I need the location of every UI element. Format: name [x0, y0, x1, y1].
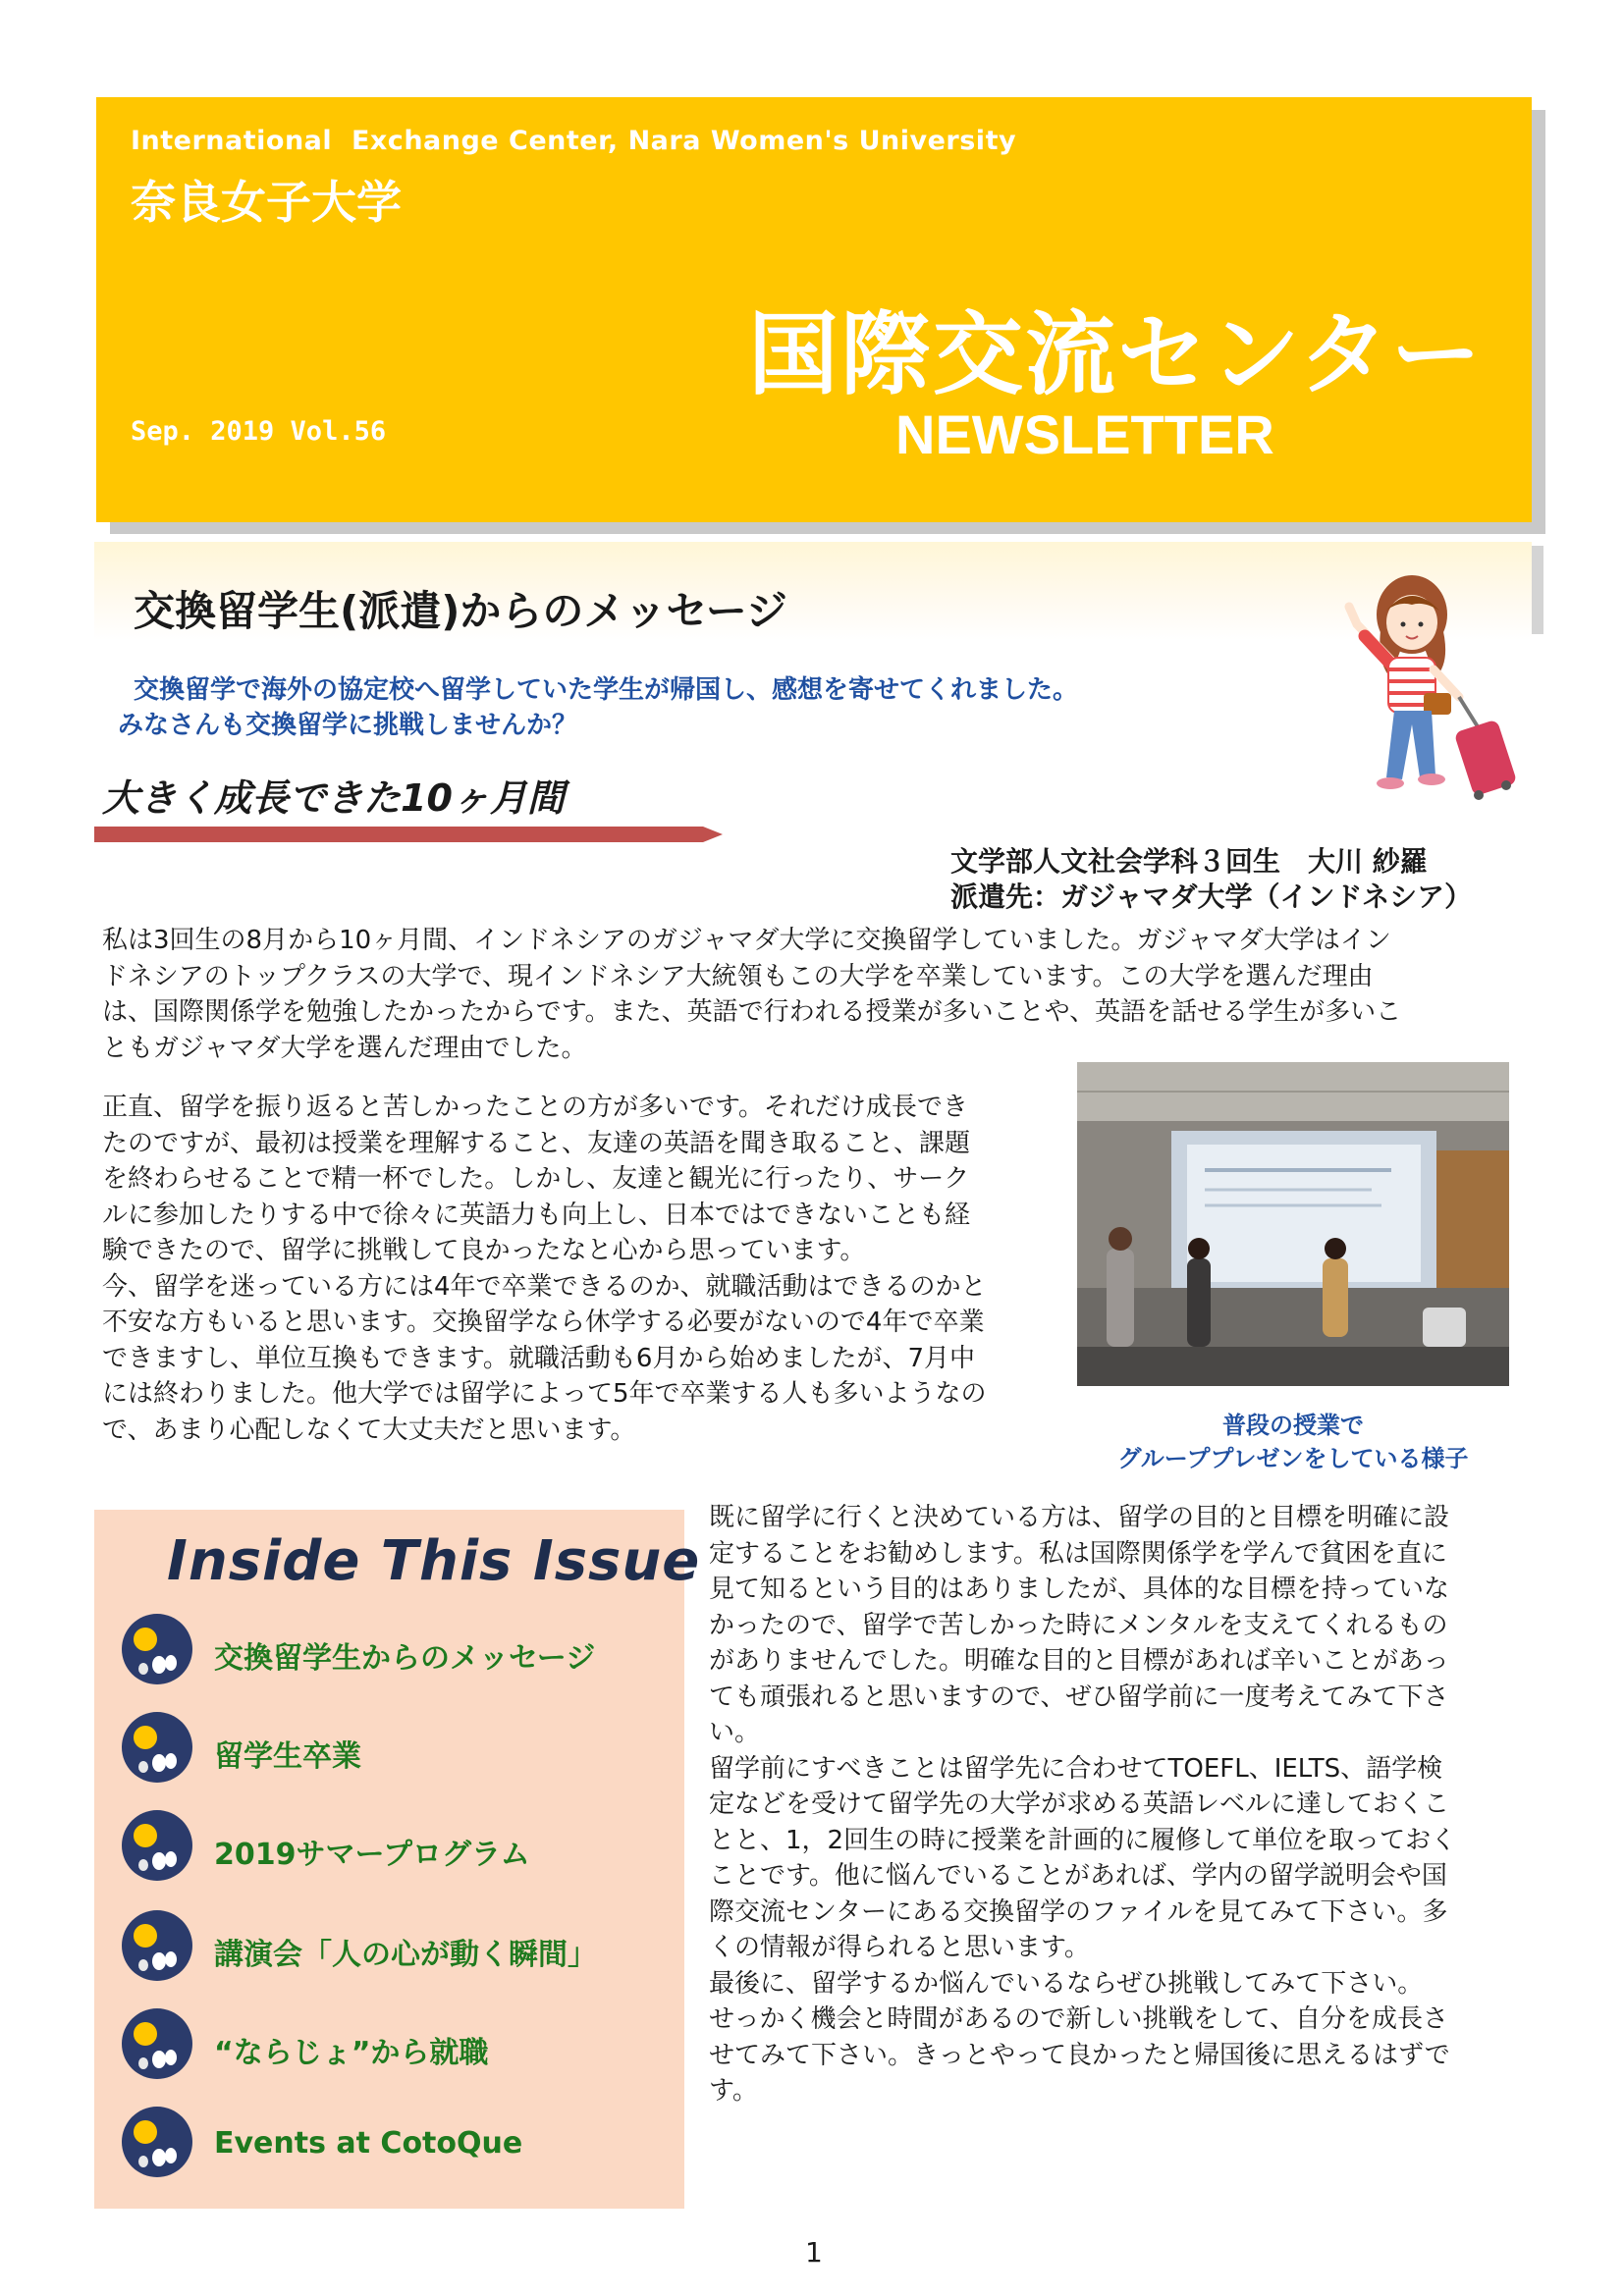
text-line: とと、1，2回生の時に授業を計画的に履修して単位を取っておく	[709, 1825, 1457, 1855]
text-line: 留学前にすべきことは留学先に合わせてTOEFL、IELTS、語学検	[709, 1753, 1443, 1784]
newsletter-title-en: NEWSLETTER	[895, 403, 1274, 465]
traveler-illustration	[1306, 567, 1532, 815]
text-line: ルに参加したりする中で徐々に英語力も向上し、日本ではできないことも経	[102, 1200, 971, 1230]
article-destination: 派遣先：ガジャマダ大学（インドネシア）	[950, 881, 1473, 913]
org-name-en: International Exchange Center, Nara Women's University	[131, 126, 1017, 156]
moon-bunny-icon	[120, 1710, 194, 1785]
text-line: 不安な方もいると思います。交換留学なら休学する必要がないので4年で卒業	[102, 1308, 985, 1337]
issue-item-label: 交換留学生からのメッセージ	[214, 1641, 596, 1676]
article-title: 大きく成長できた10ヶ月間	[102, 776, 565, 820]
text-line: 定などを受けて留学先の大学が求める英語レベルに達しておくこ	[709, 1789, 1450, 1819]
text-line: い。	[709, 1718, 761, 1747]
moon-bunny-icon	[120, 1908, 194, 1983]
issue-date: Sep. 2019 Vol.56	[131, 416, 387, 447]
newsletter-title-jp: 国際交流センター	[748, 302, 1484, 407]
text-line: ドネシアのトップクラスの大学で、現インドネシア大統領もこの大学を卒業しています。この大学を選んだ理由	[102, 961, 1374, 991]
text-line: 際交流センターにある交換留学のファイルを見てみて下さい。多	[709, 1896, 1448, 1927]
issue-item[interactable]	[120, 1710, 670, 1789]
issue-item-label: “ならじょ”から就職	[214, 2036, 489, 2070]
text-line: を終わらせることで精一杯でした。しかし、友達と観光に行ったり、サーク	[102, 1164, 970, 1194]
issue-item[interactable]	[120, 2105, 670, 2183]
text-line: できますし、単位互換もできます。就職活動も6月から始めましたが、7月中	[102, 1343, 976, 1373]
text-line: 既に留学に行くと決めている方は、留学の目的と目標を明確に設	[709, 1503, 1450, 1532]
page-number: 1	[805, 2236, 823, 2269]
issue-item[interactable]	[120, 1908, 670, 1987]
banner-shadow	[1532, 110, 1545, 534]
issue-item-label: 留学生卒業	[214, 1739, 361, 1774]
text-line: がありませんでした。明確な目的と目標があれば辛いことがあっ	[709, 1646, 1449, 1676]
text-line: 正直、留学を振り返ると苦しかったことの方が多いです。それだけ成長でき	[102, 1093, 968, 1122]
text-line: には終わりました。他大学では留学によって5年で卒業する人も多いようなの	[102, 1379, 987, 1409]
section-intro: 交換留学で海外の協定校へ留学していた学生が帰国し、感想を寄せてくれました。	[134, 675, 1079, 705]
org-name-jp: 奈良女子大学	[131, 176, 402, 229]
text-line: 験できたので、留学に挑戦して良かったなと心から思っています。	[102, 1236, 866, 1265]
issue-item-label: 講演会「人の心が動く瞬間」	[214, 1938, 597, 1972]
moon-bunny-icon	[120, 2105, 194, 2179]
text-line: で、あまり心配しなくて大丈夫だと思います。	[102, 1415, 636, 1445]
photo-caption: グループプレゼンをしている様子	[1117, 1445, 1469, 1472]
section-title: 交換留学生(派遣)からのメッセージ	[134, 587, 787, 635]
section-intro: みなさんも交換留学に挑戦しませんか？	[118, 711, 578, 740]
text-line: す。	[709, 2076, 758, 2106]
text-line: 最後に、留学するか悩んでいるならぜひ挑戦してみて下さい。	[709, 1968, 1424, 1999]
text-line: せっかく機会と時間があるので新しい挑戦をして、自分を成長さ	[709, 2004, 1448, 2034]
article-paragraph	[102, 923, 1401, 1066]
text-line: せてみて下さい。きっとやって良かったと帰国後に思えるはずで	[709, 2040, 1450, 2070]
text-line: たのですが、最初は授業を理解すること、友達の英語を聞き取ること、課題	[102, 1128, 971, 1158]
text-line: 今、留学を迷っている方には4年で卒業できるのか、就職活動はできるのかと	[102, 1271, 987, 1302]
issue-item[interactable]	[120, 1808, 670, 1887]
text-line: は、国際関係学を勉強したかったからです。また、英語で行われる授業が多いことや、英語を話せる学生が多いこ	[102, 997, 1402, 1027]
issue-item[interactable]	[120, 1612, 670, 1690]
text-line: くの情報が得られると思います。	[709, 1933, 1090, 1962]
issue-item-label: Events at CotoQue	[214, 2126, 523, 2161]
inside-issue-title: Inside This Issue	[167, 1529, 701, 1593]
text-line: かったので、留学で苦しかった時にメンタルを支えてくれるもの	[709, 1610, 1448, 1640]
article-author: 文学部人文社会学科３回生 大川 紗羅	[950, 845, 1428, 878]
text-line: ても頑張れると思いますので、ぜひ留学前に一度考えてみて下さ	[709, 1682, 1449, 1712]
photo-caption: 普段の授業で	[1222, 1412, 1364, 1439]
text-line: 私は3回生の8月から10ヶ月間、インドネシアのガジャマダ大学に交換留学していました。ガジャマダ大学はイン	[102, 926, 1391, 955]
article-paragraph	[102, 1090, 987, 1448]
moon-bunny-icon	[120, 1808, 194, 1883]
heading-underline-bar	[94, 823, 723, 846]
text-line: ともガジャマダ大学を選んだ理由でした。	[102, 1033, 587, 1063]
article-paragraph	[709, 1500, 1456, 2109]
text-line: 定することをお勧めします。私は国際関係学を学んで貧困を直に	[709, 1538, 1447, 1569]
section-band-shadow	[1532, 546, 1543, 634]
classroom-photo	[1077, 1062, 1509, 1386]
issue-item[interactable]	[120, 2006, 670, 2085]
banner-shadow	[110, 522, 1545, 534]
issue-item-label: 2019サマープログラム	[214, 1838, 530, 1872]
text-line: 見て知るという目的はありましたが、具体的な目標を持っていな	[709, 1575, 1450, 1604]
text-line: ことです。他に悩んでいることがあれば、学内の留学説明会や国	[709, 1861, 1447, 1891]
moon-bunny-icon	[120, 2006, 194, 2081]
moon-bunny-icon	[120, 1612, 194, 1686]
